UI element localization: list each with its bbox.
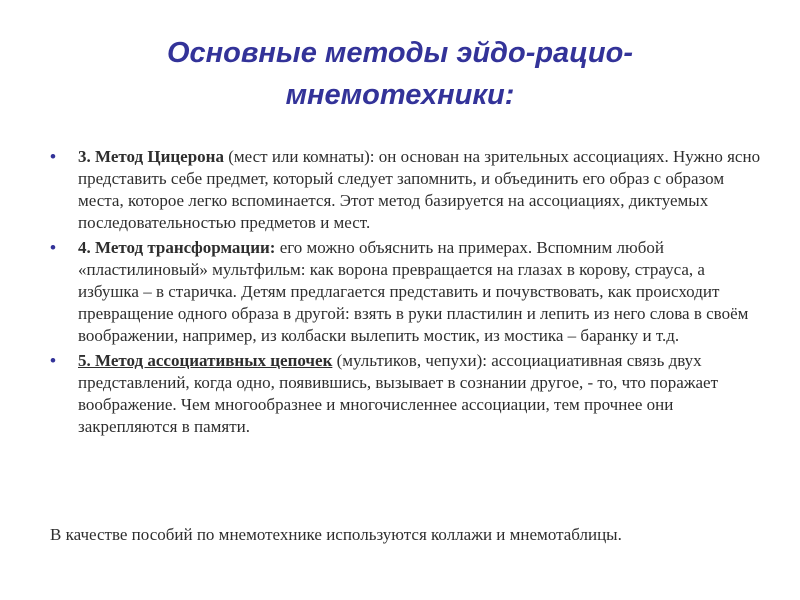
methods-list [50,146,768,441]
method-heading: 3. Метод Цицерона [78,147,224,166]
bullet-icon: • [50,351,56,370]
title-line-2: мнемотехники: [285,79,515,111]
method-body: (мультиков, чепухи): ассоциациативная связь двух представлений, когда одно, появившись, вызывает в сознании другое, - то, что поражает воображение. Чем многообразнее и многочисленнее ассоциации, тем прочнее они закрепляются в памяти. [78,351,719,436]
bullet-icon: • [50,147,56,166]
method-item-cicero [50,146,768,234]
method-item-transformation [50,237,768,347]
bullet-icon: • [50,238,56,257]
slide-title [40,32,760,116]
method-heading: 5. Метод ассоциативных цепочек [78,351,333,370]
closing-note: В качестве пособий по мнемотехнике используются коллажи и мнемотаблицы. [50,525,622,544]
title-line-1: Основные методы эйдо-рацио- [166,37,634,69]
method-heading: 4. Метод трансформации: [78,238,276,257]
method-body: его можно объяснить на примерах. Вспомним любой «пластилиновый» мультфильм: как ворона превращается на глазах в корову, страуса, а избушка – в старичка. Детям предлагается представить и почувствовать, как происходит превращение одного образа в другой: взять в руки пластилин и лепить из него слова в своём воображении, например, из колбаски вылепить мостик, из мостика – баранку и т.д. [78,238,749,345]
method-item-association-chains [50,350,768,438]
method-body: (мест или комнаты): он основан на зрительных ассоциациях. Нужно ясно представить себе предмет, который следует запомнить, и объединить его образ с образом места, которое легко вспоминается. Этот метод базируется на ассоциациях, диктуемых последовательностью предметов и мест. [78,147,761,232]
